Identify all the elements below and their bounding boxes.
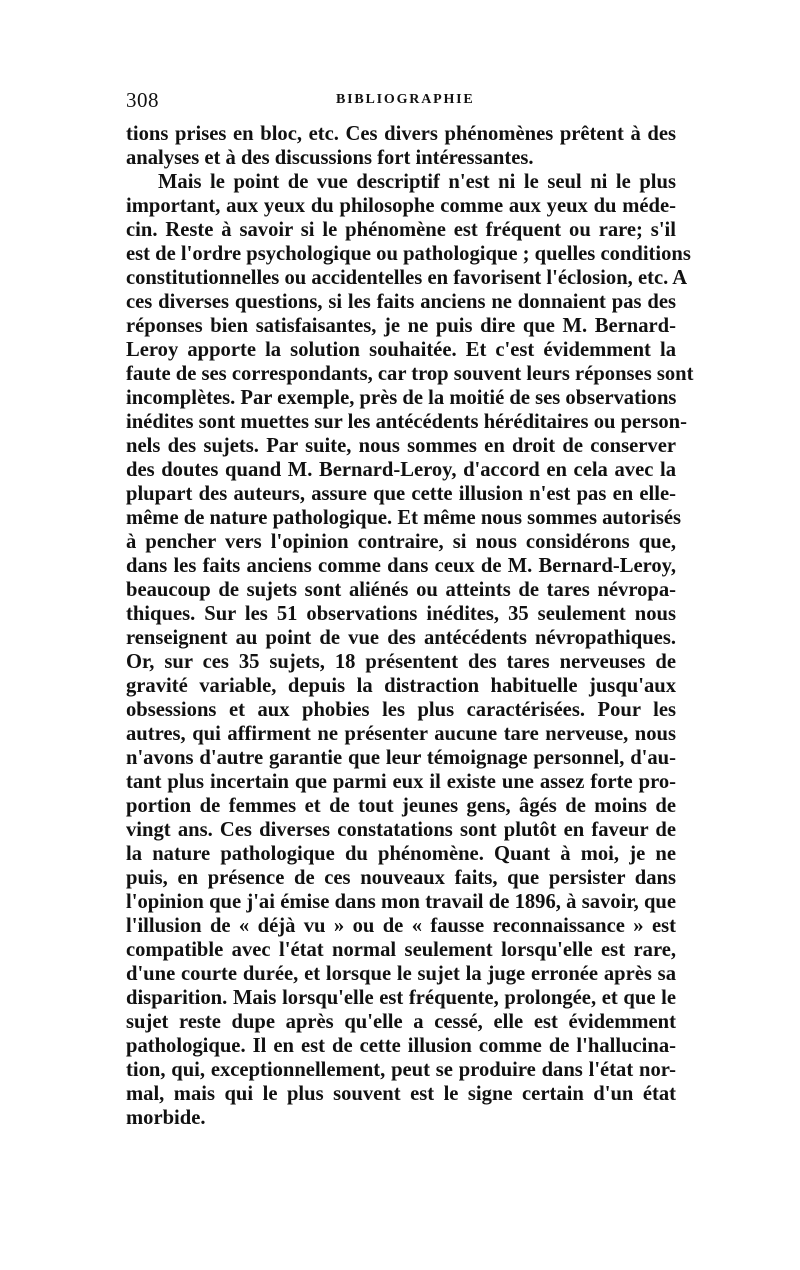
text-line: mal, mais qui le plus souvent est le signe certain d'un état — [126, 1083, 676, 1105]
text-line: vingt ans. Ces diverses constatations sont plutôt en faveur de — [126, 819, 676, 841]
text-line: compatible avec l'état normal seulement lorsqu'elle est rare, — [126, 939, 676, 961]
text-line: nels des sujets. Par suite, nous sommes en droit de conserver — [126, 435, 676, 457]
text-line: renseignent au point de vue des antécédents névropathiques. — [126, 627, 676, 649]
text-line: portion de femmes et de tout jeunes gens, âgés de moins de — [126, 795, 676, 817]
text-line: obsessions et aux phobies les plus caractérisées. Pour les — [126, 699, 676, 721]
text-line: des doutes quand M. Bernard-Leroy, d'accord en cela avec la — [126, 459, 676, 481]
body-text — [126, 122, 694, 1130]
text-line: cin. Reste à savoir si le phénomène est fréquent ou rare; s'il — [126, 219, 676, 241]
text-line: thiques. Sur les 51 observations inédites, 35 seulement nous — [126, 603, 676, 625]
text-line: n'avons d'autre garantie que leur témoignage personnel, d'au- — [126, 747, 676, 769]
text-line: constitutionnelles ou accidentelles en favorisent l'éclosion, etc. A — [126, 267, 688, 289]
text-line: la nature pathologique du phénomène. Quant à moi, je ne — [126, 843, 676, 865]
text-line: d'une courte durée, et lorsque le sujet la juge erronée après sa — [126, 963, 676, 985]
text-line: tions prises en bloc, etc. Ces divers phénomènes prêtent à des — [126, 123, 676, 145]
text-line: à pencher vers l'opinion contraire, si nous considérons que, — [126, 531, 676, 553]
text-line: l'opinion que j'ai émise dans mon travail de 1896, à savoir, que — [126, 891, 676, 913]
text-line: gravité variable, depuis la distraction habituelle jusqu'aux — [126, 675, 676, 697]
page-header — [126, 88, 676, 118]
text-line: Mais le point de vue descriptif n'est ni le seul ni le plus — [158, 171, 676, 193]
text-line: Or, sur ces 35 sujets, 18 présentent des tares nerveuses de — [126, 651, 676, 673]
text-line: beaucoup de sujets sont aliénés ou atteints de tares névropa- — [126, 579, 676, 601]
running-title: BIBLIOGRAPHIE — [336, 92, 475, 107]
text-line: ces diverses questions, si les faits anciens ne donnaient pas des — [126, 291, 676, 313]
text-line: disparition. Mais lorsqu'elle est fréquente, prolongée, et que le — [126, 987, 676, 1009]
text-line: tant plus incertain que parmi eux il existe une assez forte pro- — [126, 771, 676, 793]
page-number: 308 — [126, 88, 159, 112]
text-line: dans les faits anciens comme dans ceux de M. Bernard-Leroy, — [126, 555, 676, 577]
text-line: autres, qui affirment ne présenter aucune tare nerveuse, nous — [126, 723, 676, 745]
text-line: sujet reste dupe après qu'elle a cessé, elle est évidemment — [126, 1011, 676, 1033]
text-line: faute de ses correspondants, car trop souvent leurs réponses sont — [126, 363, 694, 385]
text-line: Leroy apporte la solution souhaitée. Et c'est évidemment la — [126, 339, 676, 361]
text-line: incomplètes. Par exemple, près de la moitié de ses observations — [126, 387, 677, 409]
text-line: pathologique. Il en est de cette illusion comme de l'hallucina- — [126, 1035, 676, 1057]
text-line: même de nature pathologique. Et même nous sommes autorisés — [126, 507, 682, 529]
text-line: morbide. — [126, 1107, 206, 1129]
text-line: tion, qui, exceptionnellement, peut se produire dans l'état nor- — [126, 1059, 676, 1081]
text-line: important, aux yeux du philosophe comme aux yeux du méde- — [126, 195, 676, 217]
text-line: analyses et à des discussions fort intéressantes. — [126, 147, 534, 169]
text-line: est de l'ordre psychologique ou pathologique ; quelles conditions — [126, 243, 691, 265]
text-line: puis, en présence de ces nouveaux faits, que persister dans — [126, 867, 676, 889]
text-line: inédites sont muettes sur les antécédents héréditaires ou person- — [126, 411, 687, 433]
text-line: plupart des auteurs, assure que cette illusion n'est pas en elle- — [126, 483, 676, 505]
text-line: réponses bien satisfaisantes, je ne puis dire que M. Bernard- — [126, 315, 676, 337]
text-line: l'illusion de « déjà vu » ou de « fausse reconnaissance » est — [126, 915, 676, 937]
